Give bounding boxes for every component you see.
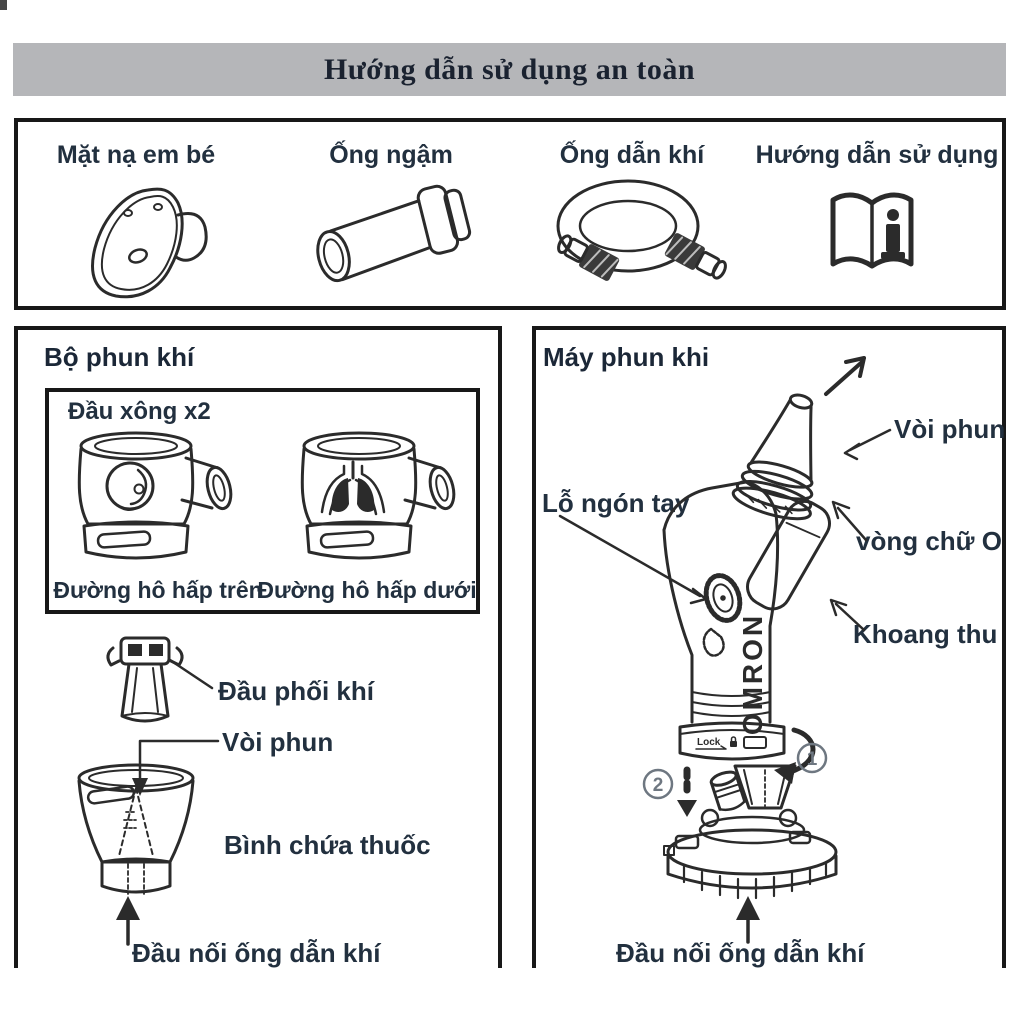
part-label-manual: Hướng dẫn sử dụng [755, 141, 999, 169]
air-distributor-icon [108, 638, 182, 721]
spray-direction-arrow [826, 358, 864, 394]
kit-connector-arrowhead [116, 896, 140, 920]
chamber-label-arrow [831, 600, 864, 630]
machine-base-icon [680, 723, 784, 759]
air-distributor-pointer-line [170, 660, 212, 688]
machine-body-icon [664, 482, 836, 735]
air-tube-icon [554, 181, 730, 284]
page-title: Hướng dẫn sử dụng an toàn [323, 52, 696, 86]
label-medicine-cup: Bình chứa thuốc [224, 830, 431, 860]
label-o-ring: vòng chữ O [856, 526, 1002, 556]
lower-airway-cap-icon [302, 433, 458, 558]
upper-airway-cap-icon [79, 433, 235, 558]
label-nozzle-machine: Vòi phun [894, 414, 1006, 444]
mesh-caps-title: Đầu xông x2 [68, 398, 211, 425]
label-chamber: Khoang thu [853, 619, 998, 649]
machine-connector-arrowhead [736, 896, 760, 920]
cap-label-upper-airway: Đường hô hấp trên [53, 577, 263, 603]
label-tube-connector-kit: Đầu nối ống dẫn khí [132, 938, 381, 968]
lock-text: Lock [697, 737, 721, 748]
svg-text:1: 1 [806, 749, 818, 770]
part-label-mouthpiece: Ống ngậm [329, 141, 453, 169]
mouthpiece-icon [309, 181, 474, 284]
svg-text:2: 2 [652, 775, 664, 796]
finger-hole-label-arrow [560, 516, 706, 603]
label-air-distributor: Đầu phối khí [218, 676, 374, 706]
brand-text: OMRON [737, 612, 768, 736]
step-2-badge [644, 770, 672, 798]
cap-label-lower-airway: Đường hô hấp dưới [257, 577, 477, 603]
step-1-badge [798, 744, 826, 772]
label-nozzle-kit: Vòi phun [222, 727, 334, 757]
kit-panel-heading: Bộ phun khí [44, 342, 195, 372]
label-tube-connector-machine: Đầu nối ống dẫn khí [616, 938, 865, 968]
baby-mask-icon [93, 189, 207, 297]
part-label-baby-mask: Mặt nạ em bé [56, 141, 216, 169]
part-label-air-tube: Ống dẫn khí [559, 141, 705, 169]
instruction-manual-icon [833, 195, 911, 266]
step-2-pull-arrow [677, 770, 697, 817]
machine-panel-heading: Máy phun khi [543, 342, 710, 372]
o-ring-label-arrow [833, 502, 866, 540]
round-base-icon [664, 830, 836, 898]
machine-nozzle-icon [730, 385, 841, 525]
nozzle-label-arrow [845, 430, 890, 459]
label-finger-hole: Lỗ ngón tay [542, 488, 690, 518]
